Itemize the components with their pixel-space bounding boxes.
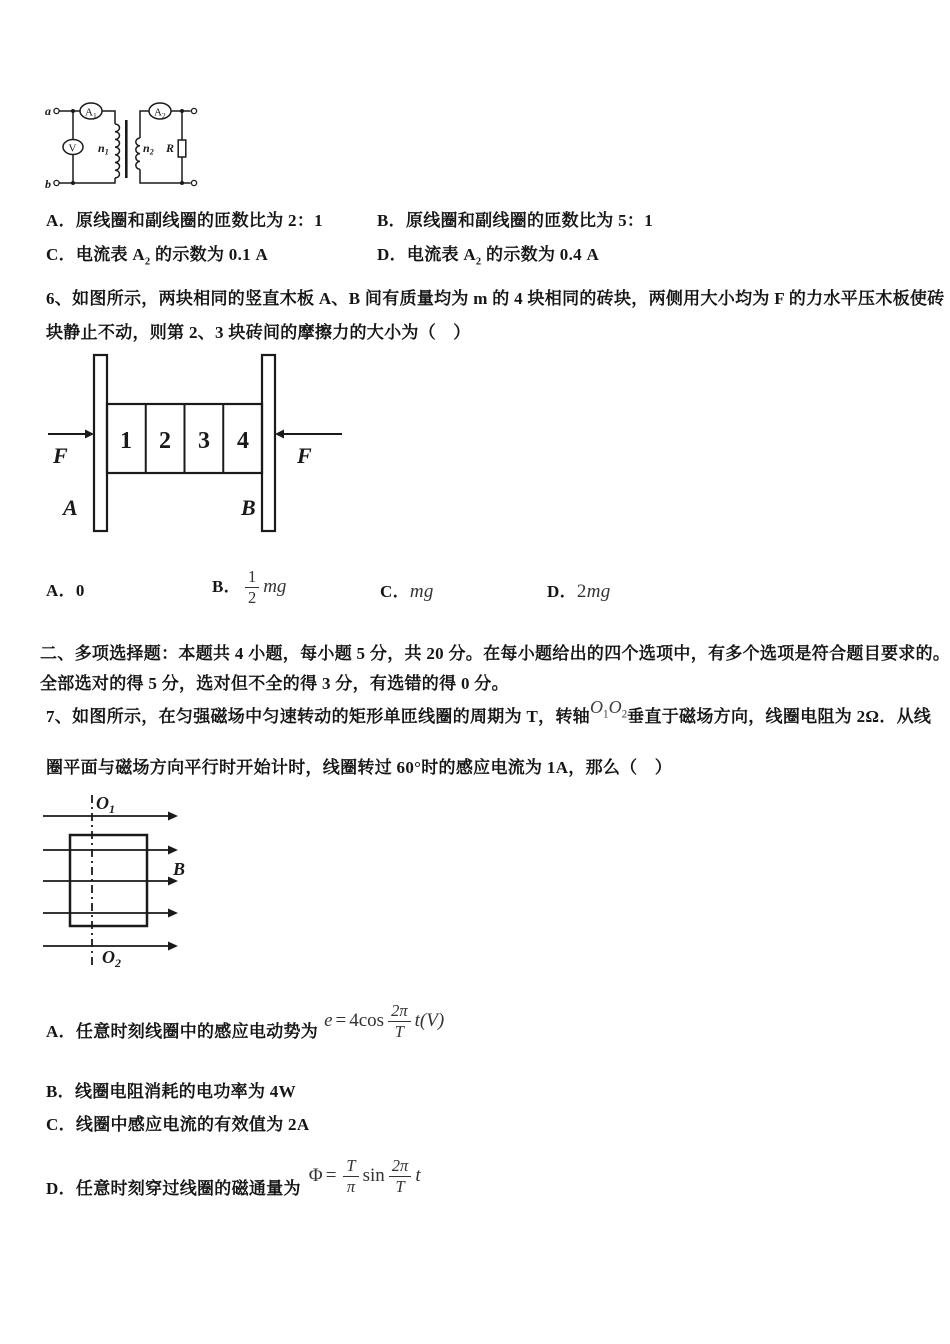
- board-label-b: B: [241, 495, 256, 520]
- formula-lhs: Φ: [308, 1165, 323, 1187]
- equals-sign: =: [335, 1010, 347, 1032]
- sin-function: sin: [362, 1165, 385, 1187]
- secondary-coil: [136, 138, 140, 169]
- option-text: 线圈中感应电流的有效值为 2A: [75, 1115, 310, 1134]
- wire: [140, 111, 149, 138]
- option-text: mg: [409, 581, 434, 602]
- option-text: 的示数为 0.4 A: [481, 245, 600, 264]
- force-label-left: F: [53, 443, 68, 468]
- option-text: mg: [586, 581, 611, 602]
- option-letter: B．: [212, 577, 241, 597]
- option-letter: A．: [46, 581, 76, 600]
- output-terminal-top: [191, 108, 196, 113]
- axis-top-label: $O_1$: [96, 793, 115, 816]
- q6-option-a: [46, 580, 85, 601]
- field-label-b: B: [173, 859, 186, 879]
- option-letter: C．: [380, 582, 410, 601]
- q5-option-d: [377, 244, 599, 269]
- q6-option-d: [547, 580, 611, 604]
- q5-option-c: [46, 244, 268, 269]
- option-letter: C．: [46, 1115, 76, 1134]
- terminal-a: [54, 108, 59, 113]
- option-letter: D．: [547, 582, 577, 601]
- junction-dot: [71, 181, 75, 185]
- option-letter: A．: [46, 211, 76, 230]
- q7-stem-line2: 圈平面与磁场方向平行时开始计时，线圈转过 60°时的感应电流为 1A，那么（ ）: [46, 758, 673, 777]
- transformer-core: [125, 120, 128, 178]
- output-terminal-bottom: [191, 180, 196, 185]
- option-text: 电流表 A: [406, 245, 476, 264]
- subscript: 2: [475, 256, 482, 268]
- terminal-b: [54, 180, 59, 185]
- ammeter-a1-label: $A_1$: [85, 106, 97, 120]
- junction-dot: [71, 109, 75, 113]
- fraction-numerator: 1: [245, 568, 259, 587]
- brick-number: 1: [120, 428, 132, 454]
- wire: [102, 111, 115, 124]
- emf-formula: [324, 1002, 444, 1040]
- mg-term: mg: [263, 576, 287, 598]
- q6-stem-line1: 6、如图所示，两块相同的竖直木板 A、B 间有质量均为 m 的 4 块相同的砖块，两侧用大小均为 F 的力水平压木板使砖: [46, 289, 945, 308]
- q6-option-c: [380, 580, 434, 604]
- q7-option-a: [46, 996, 444, 1046]
- junction-dot: [180, 181, 184, 185]
- primary-coil: [115, 124, 120, 178]
- option-text: A．任意时刻线圈中的感应电动势为: [46, 1022, 319, 1042]
- voltmeter-label: V: [68, 142, 77, 155]
- wire: [140, 169, 191, 183]
- axis-o1o2-inline: [590, 697, 628, 721]
- axis-o1-sub: 1: [603, 708, 609, 721]
- q5-option-a: [46, 210, 323, 231]
- force-label-right: F: [297, 443, 312, 468]
- fraction-numerator: T: [343, 1157, 358, 1176]
- ammeter-a2-label: $A_2$: [154, 106, 166, 120]
- option-text: 的示数为 0.1 A: [150, 245, 269, 264]
- force-arrowhead-right-icon: [275, 430, 284, 439]
- coefficient: 2: [576, 581, 587, 602]
- resistor-label: R: [166, 141, 175, 155]
- q7-option-b: [46, 1081, 296, 1102]
- resistor-icon: [178, 140, 186, 157]
- q7-option-c: [46, 1114, 309, 1135]
- subscript: 2: [144, 256, 151, 268]
- wire: [59, 178, 115, 183]
- fraction-denominator: π: [346, 1176, 356, 1196]
- field-arrowhead-icon: [168, 846, 178, 855]
- terminal-a-label: a: [45, 104, 51, 118]
- secondary-coil-label: $n_2$: [143, 141, 154, 157]
- flux-formula: [309, 1157, 421, 1195]
- option-letter: B．: [46, 1082, 75, 1101]
- section2-header-line1: 二、多项选择题：本题共 4 小题，每小题 5 分，共 20 分。在每小题给出的四个选项中，有多个选项是符合题目要求的。: [40, 644, 950, 663]
- fraction-numerator: 2π: [389, 1157, 412, 1176]
- option-text: 原线圈和副线圈的匝数比为 5：1: [405, 211, 654, 230]
- axis-o2-sub: 2: [621, 708, 628, 721]
- field-arrowhead-icon: [168, 812, 178, 821]
- section2-header-line2: 全部选对的得 5 分，选对但不全的得 3 分，有选错的得 0 分。: [40, 674, 509, 693]
- option-text: 原线圈和副线圈的匝数比为 2：1: [75, 211, 323, 230]
- fraction-denominator: T: [394, 1021, 404, 1041]
- brick-number: 3: [198, 428, 210, 454]
- brick-number: 4: [237, 428, 249, 454]
- field-arrowhead-icon: [168, 909, 178, 918]
- transformer-circuit-figure: [42, 90, 210, 198]
- fraction-numerator: 2π: [388, 1002, 411, 1021]
- formula-rhs: t(V): [414, 1010, 445, 1032]
- q6-stem-line2: 块静止不动，则第 2、3 块砖间的摩擦力的大小为（ ）: [46, 323, 471, 342]
- board-label-a: A: [63, 495, 78, 520]
- q7-stem-line1: [46, 697, 932, 732]
- q6-option-b: [212, 556, 286, 618]
- option-letter: B．: [377, 211, 406, 230]
- option-letter: D．: [377, 245, 407, 264]
- fraction-denominator: T: [395, 1176, 405, 1196]
- primary-coil-label: $n_1$: [98, 141, 109, 157]
- fraction-denominator: 2: [247, 587, 257, 607]
- fraction-half-mg: [241, 568, 286, 606]
- bricks-figure: [25, 350, 365, 550]
- option-text: 线圈电阻消耗的电功率为 4W: [74, 1082, 296, 1101]
- option-text: D．任意时刻穿过线圈的磁通量为: [46, 1179, 301, 1199]
- option-letter: C．: [46, 245, 76, 264]
- junction-dot: [180, 109, 184, 113]
- axis-bottom-label: $O_2$: [102, 947, 121, 970]
- terminal-b-label: b: [45, 177, 51, 191]
- formula-coef: 4cos: [349, 1010, 385, 1032]
- board-right: [262, 355, 275, 531]
- formula-lhs: e: [324, 1010, 333, 1032]
- force-arrowhead-left-icon: [85, 430, 94, 439]
- q7-option-d: [46, 1148, 421, 1204]
- axis-o1: O: [590, 697, 603, 717]
- board-left: [94, 355, 107, 531]
- field-arrowhead-icon: [168, 942, 178, 951]
- rotating-coil-figure: [30, 783, 255, 983]
- q5-option-b: [377, 210, 653, 231]
- q7-stem-pre: 7、如图所示，在匀强磁场中匀速转动的矩形单匝线圈的周期为 T，转轴: [46, 707, 590, 726]
- formula-rhs: t: [415, 1165, 421, 1187]
- axis-o2: O: [608, 697, 622, 717]
- q7-stem-post: 垂直于磁场方向，线圈电阻为 2Ω．从线: [627, 707, 932, 726]
- equals-sign: =: [325, 1165, 337, 1187]
- option-text: 0: [75, 581, 85, 600]
- brick-number: 2: [159, 428, 171, 454]
- option-text: 电流表 A: [75, 245, 145, 264]
